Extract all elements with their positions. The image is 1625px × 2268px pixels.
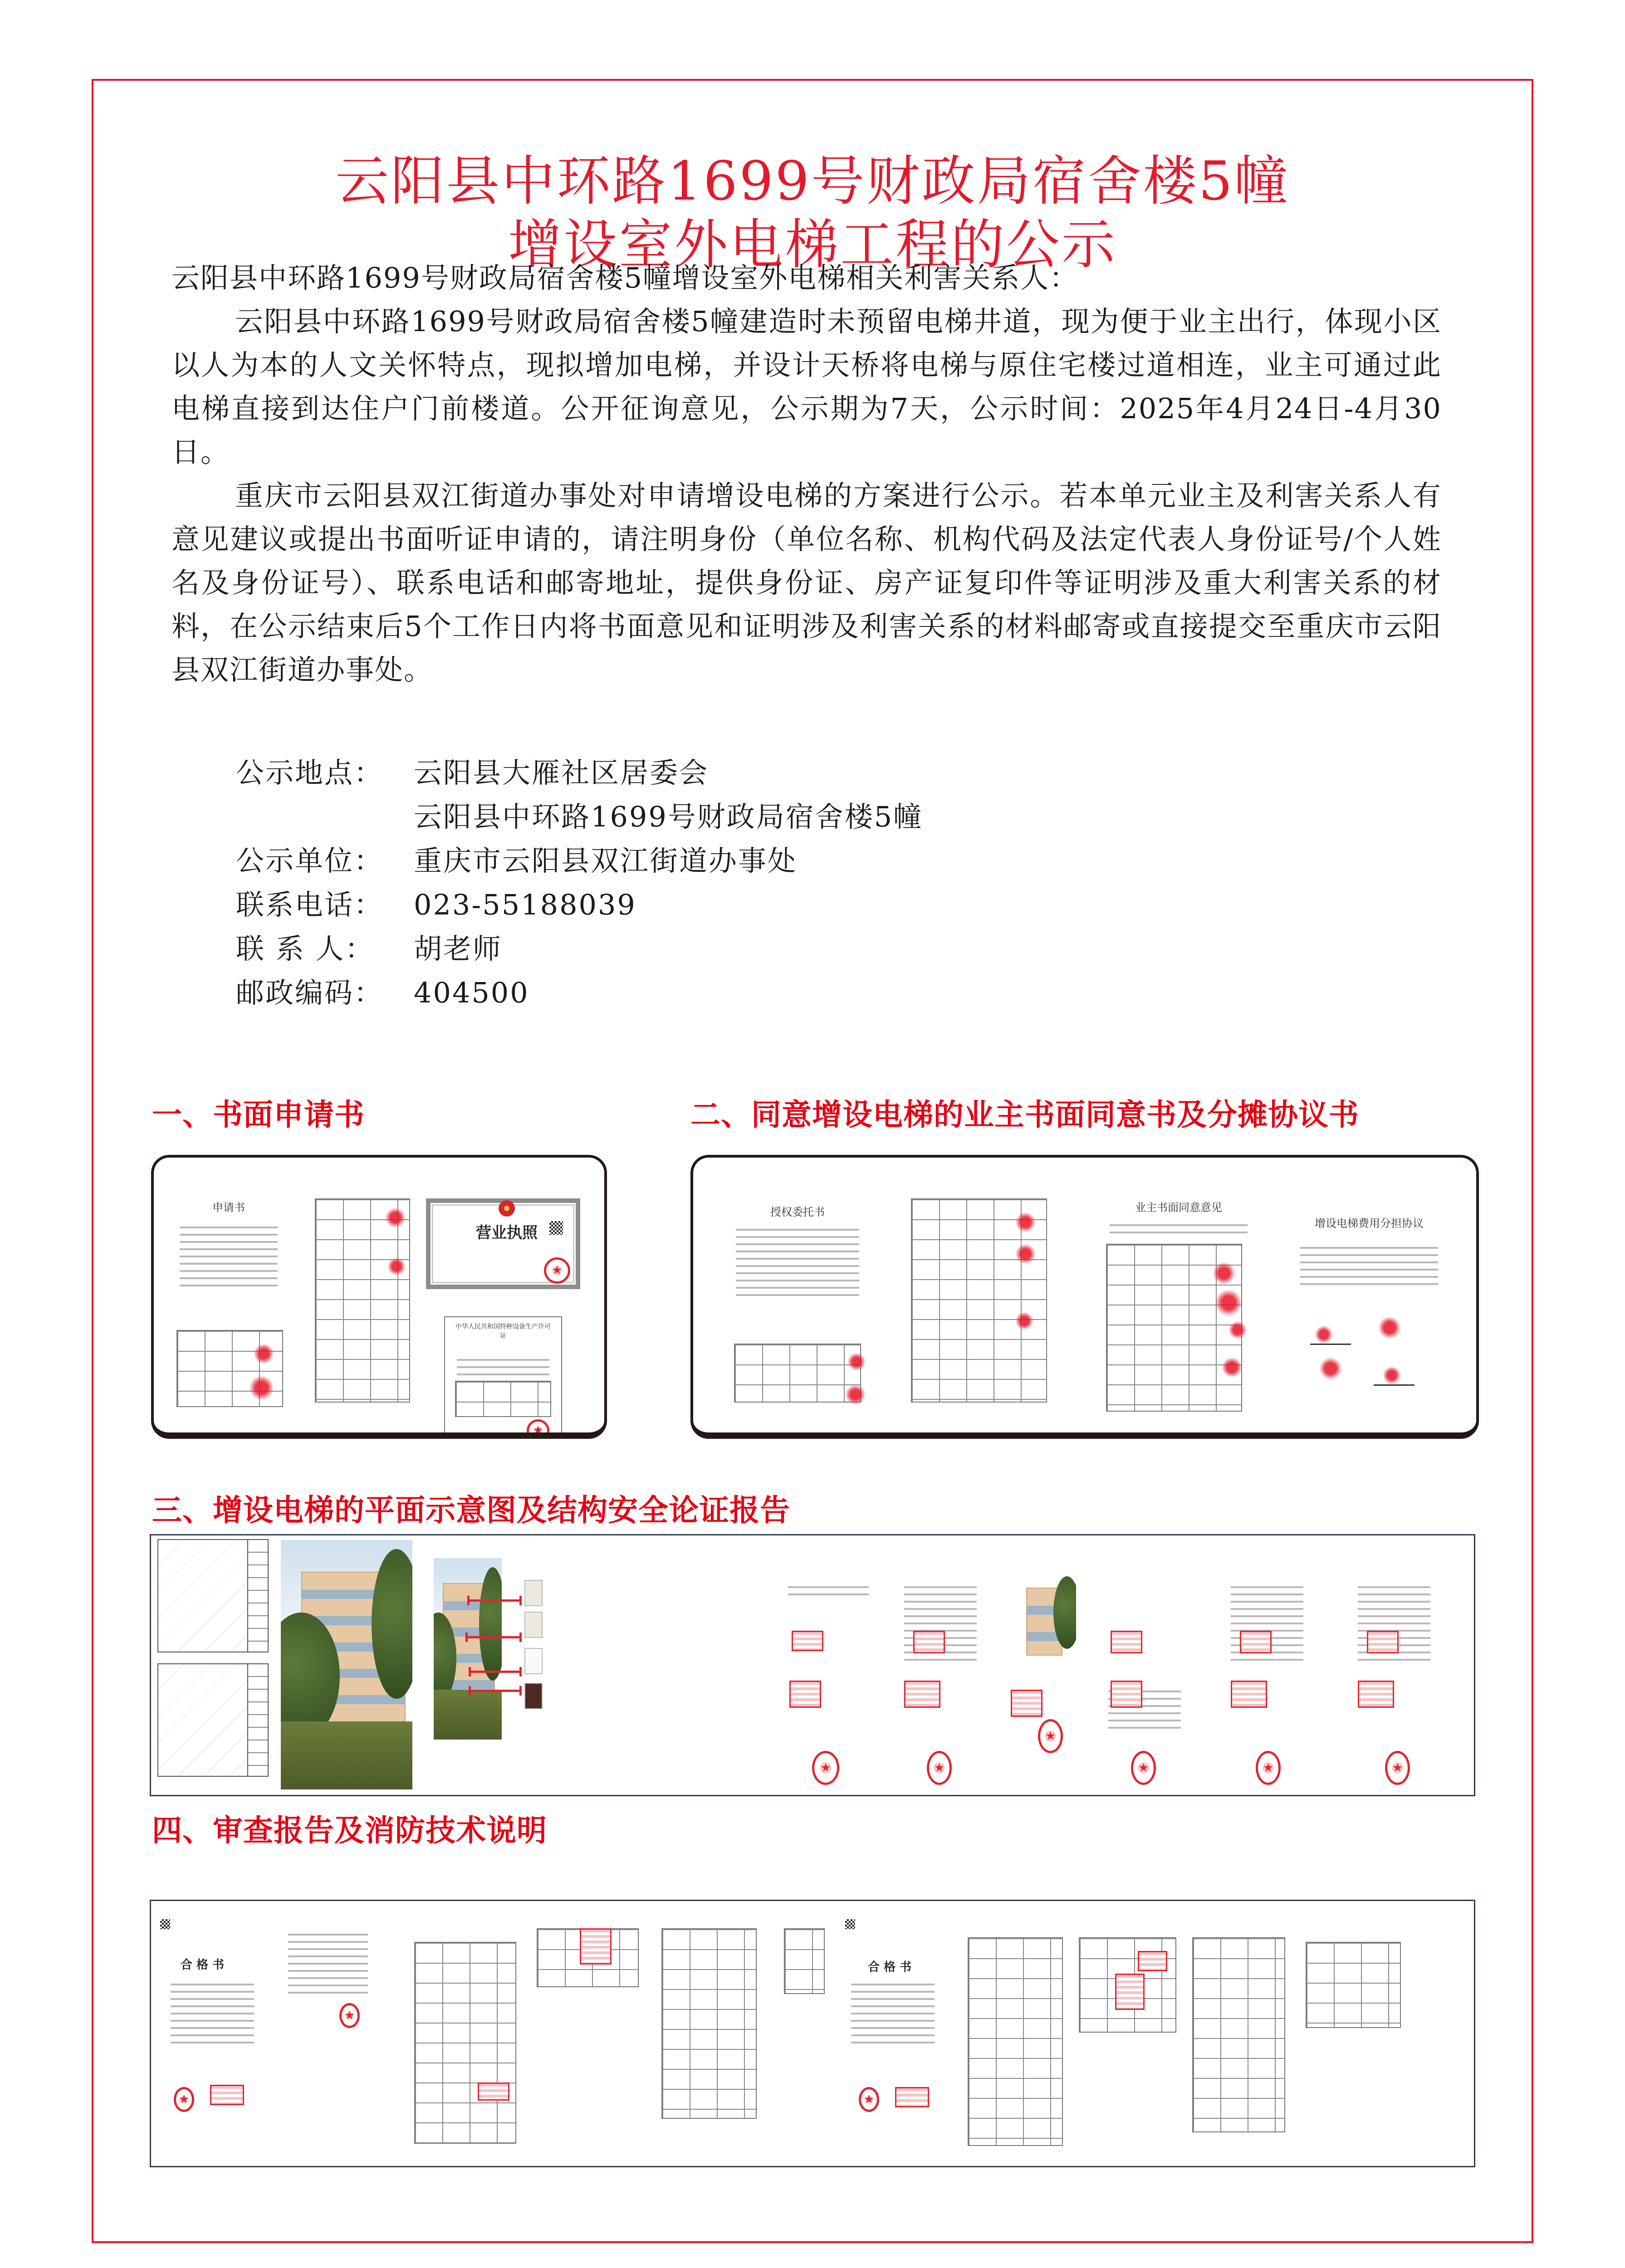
special-equipment-license-thumbnail (444, 1316, 562, 1439)
safety-report-page-4 (1349, 1572, 1439, 1789)
site-plan-drawing-2 (157, 1663, 269, 1777)
review-report-table-3 (661, 1928, 757, 2119)
phone-label: 联系电话： (236, 888, 384, 921)
material-swatch-glass (524, 1612, 543, 1638)
section-4-heading: 四、审查报告及消防技术说明 (152, 1813, 547, 1848)
info-row-postcode (236, 971, 923, 1015)
unit-label: 公示单位： (236, 844, 384, 877)
contact-value: 胡老师 (414, 932, 503, 965)
material-callout-arrow (467, 1599, 522, 1602)
special-equipment-license-title: 中华人民共和国特种设备生产许可证 (455, 1323, 551, 1339)
fire-technical-table-4 (1306, 1942, 1401, 2028)
unit-value: 重庆市云阳县双江街道办事处 (414, 844, 798, 877)
section-2-heading: 二、同意增设电梯的业主书面同意书及分摊协议书 (690, 1097, 1359, 1132)
section-2-panel (690, 1155, 1479, 1439)
location-label: 公示地点： (236, 756, 384, 789)
fire-technical-table-3 (1192, 1937, 1285, 2132)
report-seal (1038, 1719, 1063, 1753)
safety-report-cover (778, 1572, 879, 1789)
application-form-title: 申请书 (212, 1201, 245, 1214)
qualification-certificate-2 (841, 1919, 945, 2132)
cost-sharing-title: 增设电梯费用分担协议 (1315, 1217, 1424, 1230)
applicant-list-thumbnail (315, 1194, 410, 1407)
review-report-table-1 (414, 1942, 516, 2144)
location-value-2: 云阳县中环路1699号财政局宿舍楼5幢 (414, 800, 923, 833)
business-license-thumbnail (426, 1198, 580, 1289)
material-callout-arrow (469, 1671, 522, 1673)
certificate-1-title: 合 格 书 (181, 1958, 225, 1972)
power-of-attorney-title: 授权委托书 (770, 1206, 825, 1218)
info-row-location-2 (236, 795, 923, 839)
material-callout-arrow (465, 1636, 522, 1638)
certificate-2-title: 合 格 书 (868, 1960, 912, 1974)
salutation: 云阳县中环路1699号财政局宿舍楼5幢增设室外电梯相关利害关系人： (171, 261, 1079, 294)
location-value-1: 云阳县大雁社区居委会 (414, 756, 709, 789)
review-report-page-1 (278, 1924, 378, 2042)
postcode-label: 邮政编码： (236, 976, 384, 1009)
safety-report-photo (1022, 1576, 1076, 1674)
report-stamp (1011, 1690, 1043, 1717)
safety-report-page-3 (1222, 1572, 1312, 1789)
owner-consent-thumbnail (1092, 1176, 1265, 1421)
info-row-contact (236, 927, 923, 971)
info-row-location (236, 751, 923, 795)
review-stamp (580, 1928, 612, 1965)
info-row-phone (236, 883, 923, 927)
safety-report-page-1 (895, 1572, 986, 1789)
elevator-rendering-photo (434, 1558, 502, 1740)
material-swatch-panel (524, 1580, 543, 1606)
owner-consent-title: 业主书面同意意见 (1135, 1201, 1222, 1214)
review-report-table-4 (784, 1928, 825, 1994)
section-1-heading: 一、书面申请书 (152, 1097, 365, 1132)
paragraph-2: 重庆市云阳县双江街道办事处对申请增设电梯的方案进行公示。若本单元业主及利害关系人有意见建议或提出书面听证申请的，请注明身份（单位名称、机构代码及法定代表人身份证号/个人姓名及身份证号）、联系电话和邮寄地址，提供身份证、房产证复印件等证明涉及重大利害关系的材料，在公示结束后5个工作日内将书面意见和证明涉及利害关系的材料邮寄或直接提交至重庆市云阳县双江街道办事处。 (171, 479, 1442, 686)
material-swatch-railing (524, 1648, 543, 1674)
material-swatch-stone (524, 1683, 543, 1709)
notice-title-line-1: 云阳县中环路1699号财政局宿舍楼5幢 (335, 150, 1290, 213)
info-row-unit (236, 839, 923, 883)
material-callout-arrow (469, 1690, 522, 1692)
fire-stamp (1138, 1951, 1167, 1971)
fire-technical-table-1 (968, 1937, 1063, 2146)
section-1-panel (151, 1155, 607, 1439)
entrusted-list-thumbnail (911, 1198, 1047, 1407)
section-4-panel (150, 1900, 1475, 2167)
qualification-certificate-1 (160, 1919, 264, 2132)
section-3-panel (150, 1534, 1475, 1796)
application-form-thumbnail (167, 1185, 290, 1416)
fire-stamp (1115, 1974, 1145, 2010)
review-stamp (478, 2082, 509, 2101)
notice-body (171, 256, 1442, 692)
cost-sharing-thumbnail (1283, 1176, 1455, 1421)
postcode-value: 404500 (414, 976, 529, 1009)
business-license-title: 营业执照 (476, 1224, 538, 1242)
phone-value: 023-55188039 (414, 888, 636, 921)
safety-report-page-2 (1099, 1572, 1190, 1789)
contact-info (236, 751, 923, 1015)
site-plan-drawing-1 (157, 1539, 269, 1652)
notice-title-line-2: 增设室外电梯工程的公示 (508, 213, 1117, 276)
building-photo (281, 1540, 412, 1789)
section-3-heading: 三、增设电梯的平面示意图及结构安全论证报告 (152, 1493, 790, 1528)
paragraph-1: 云阳县中环路1699号财政局宿舍楼5幢建造时未预留电梯井道，现为便于业主出行，体现小区以人为本的人文关怀特点，现拟增加电梯，并设计天桥将电梯与原住宅楼过道相连，业主可通过此电梯直接到达住户门前楼道。公开征询意见，公示期为7天，公示时间：2025年4月24日-4月30日。 (171, 305, 1442, 469)
power-of-attorney-thumbnail (720, 1180, 875, 1412)
contact-label: 联 系 人： (236, 932, 375, 965)
